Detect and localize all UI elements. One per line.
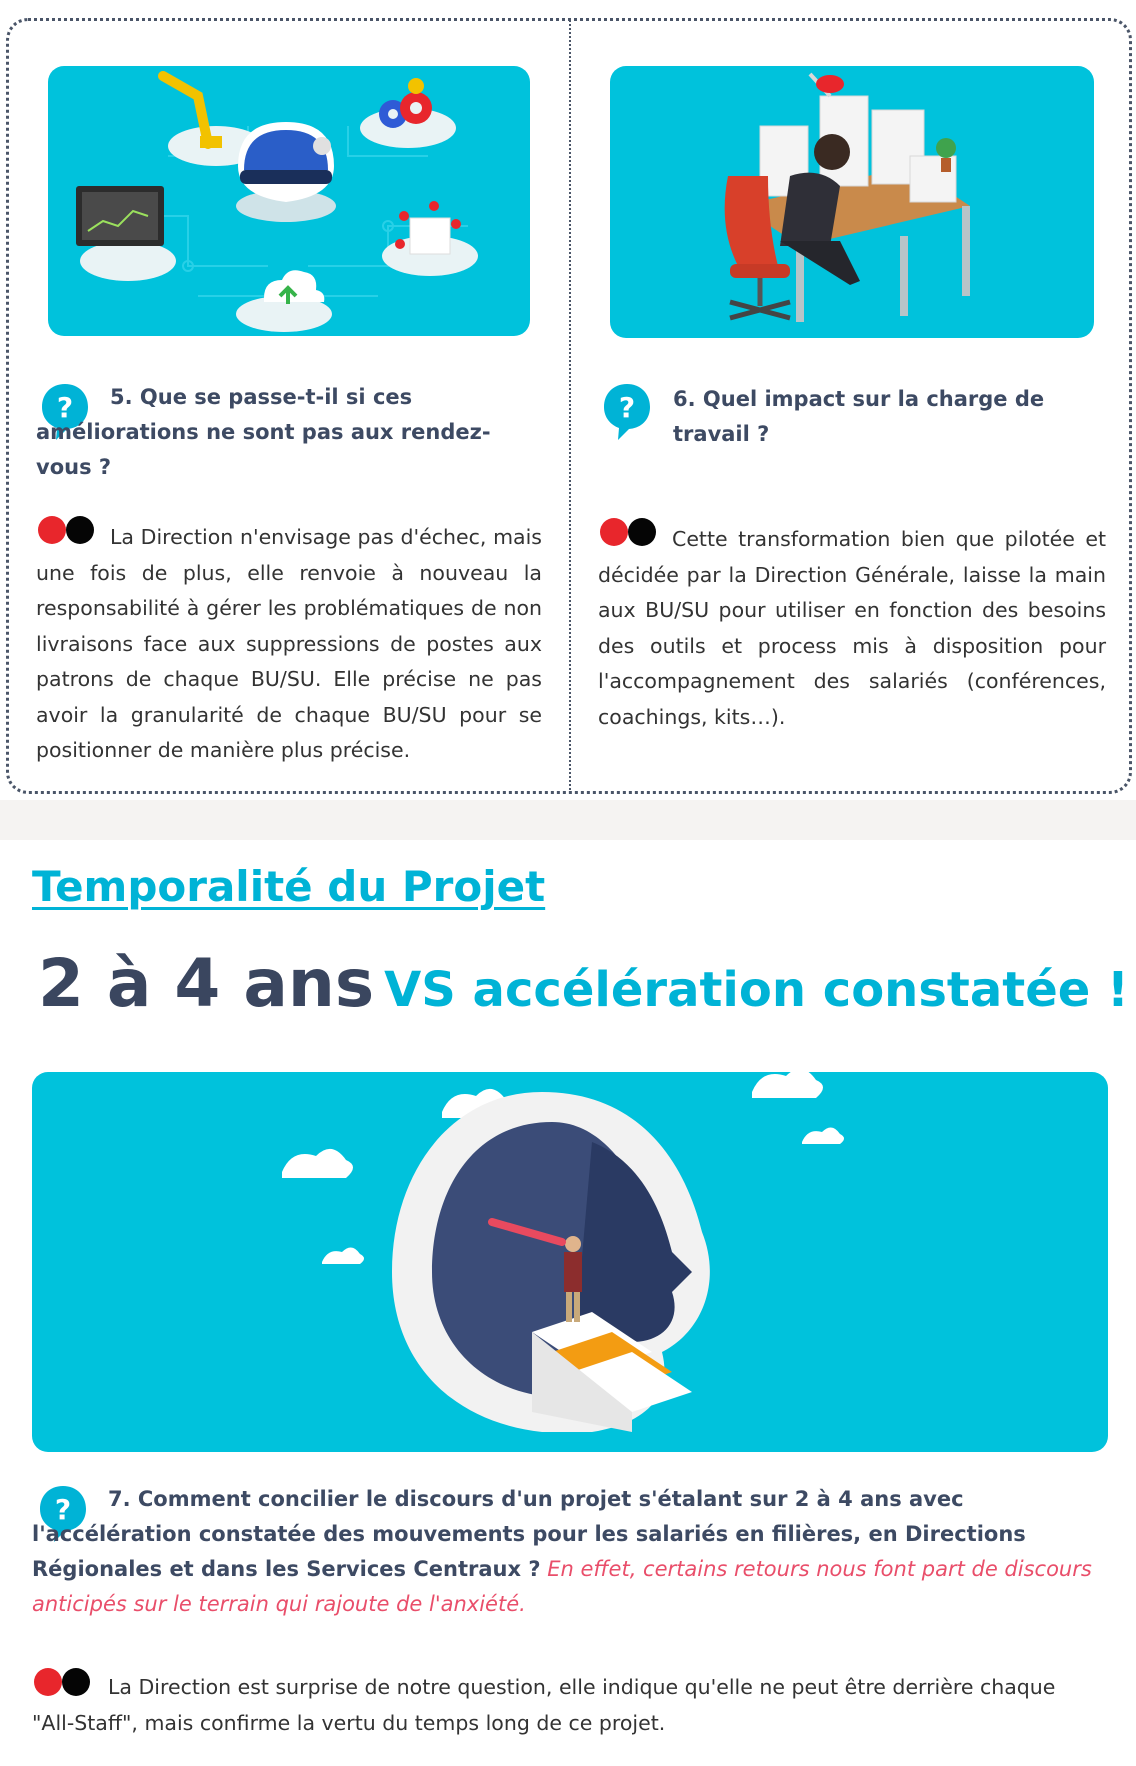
- question-7: [32, 1482, 1108, 1622]
- subheading-acceleration: VS accélération constatée !: [384, 962, 1129, 1018]
- question-6-answer: Cette transformation bien que pilotée et décidée par la Direction Générale, laisse la main aux BU/SU pour utiliser en fonction des besoins des outils et process mis à disposition pour l'accompagnement des salariés (conférences, coachings, kits…).: [598, 527, 1106, 729]
- svg-text:?: ?: [56, 391, 74, 424]
- section-subheading: [38, 945, 1129, 1022]
- ai-robot-brain-illustration: [48, 66, 530, 336]
- question-bubble-icon: [602, 382, 652, 442]
- svg-text:?: ?: [618, 391, 636, 424]
- overworked-office-worker-illustration: [610, 66, 1094, 338]
- section-separator: [0, 800, 1136, 840]
- question-6-title: 6. Quel impact sur la charge de travail ?: [673, 387, 1045, 446]
- question-7-note: En effet, certains retours nous font part de discours anticipés sur le terrain qui rajoute de l'anxiété.: [32, 1557, 1092, 1616]
- question-5-title: 5. Que se passe-t-il si ces améliorations ne sont pas aux rendez-vous ?: [36, 385, 491, 479]
- question-7-answer: La Direction est surprise de notre question, elle indique qu'elle ne peut être derrière chaque "All-Staff", mais confirme la vertu du temps long de ce projet.: [32, 1675, 1056, 1735]
- subheading-duration: 2 à 4 ans: [38, 945, 375, 1022]
- column-divider: [569, 20, 571, 794]
- section-heading: Temporalité du Projet: [32, 862, 546, 911]
- question-5-answer: La Direction n'envisage pas d'échec, mais une fois de plus, elle renvoie à nouveau la responsabilité à gérer les problématiques de non livraisons face aux suppressions de postes aux patrons de chaque BU/SU. Elle précise ne pas avoir la granularité de chaque BU/SU pour se positionner de manière plus précise.: [36, 525, 542, 762]
- svg-text:?: ?: [54, 1493, 72, 1526]
- question-7-title: 7. Comment concilier le discours d'un projet s'étalant sur 2 à 4 ans avec l'accélération constatée des mouvements pour les salariés en filières, en Directions Régionales et dans les Services Centraux ?: [32, 1487, 1026, 1581]
- head-silhouette-telescope-illustration: [32, 1072, 1108, 1452]
